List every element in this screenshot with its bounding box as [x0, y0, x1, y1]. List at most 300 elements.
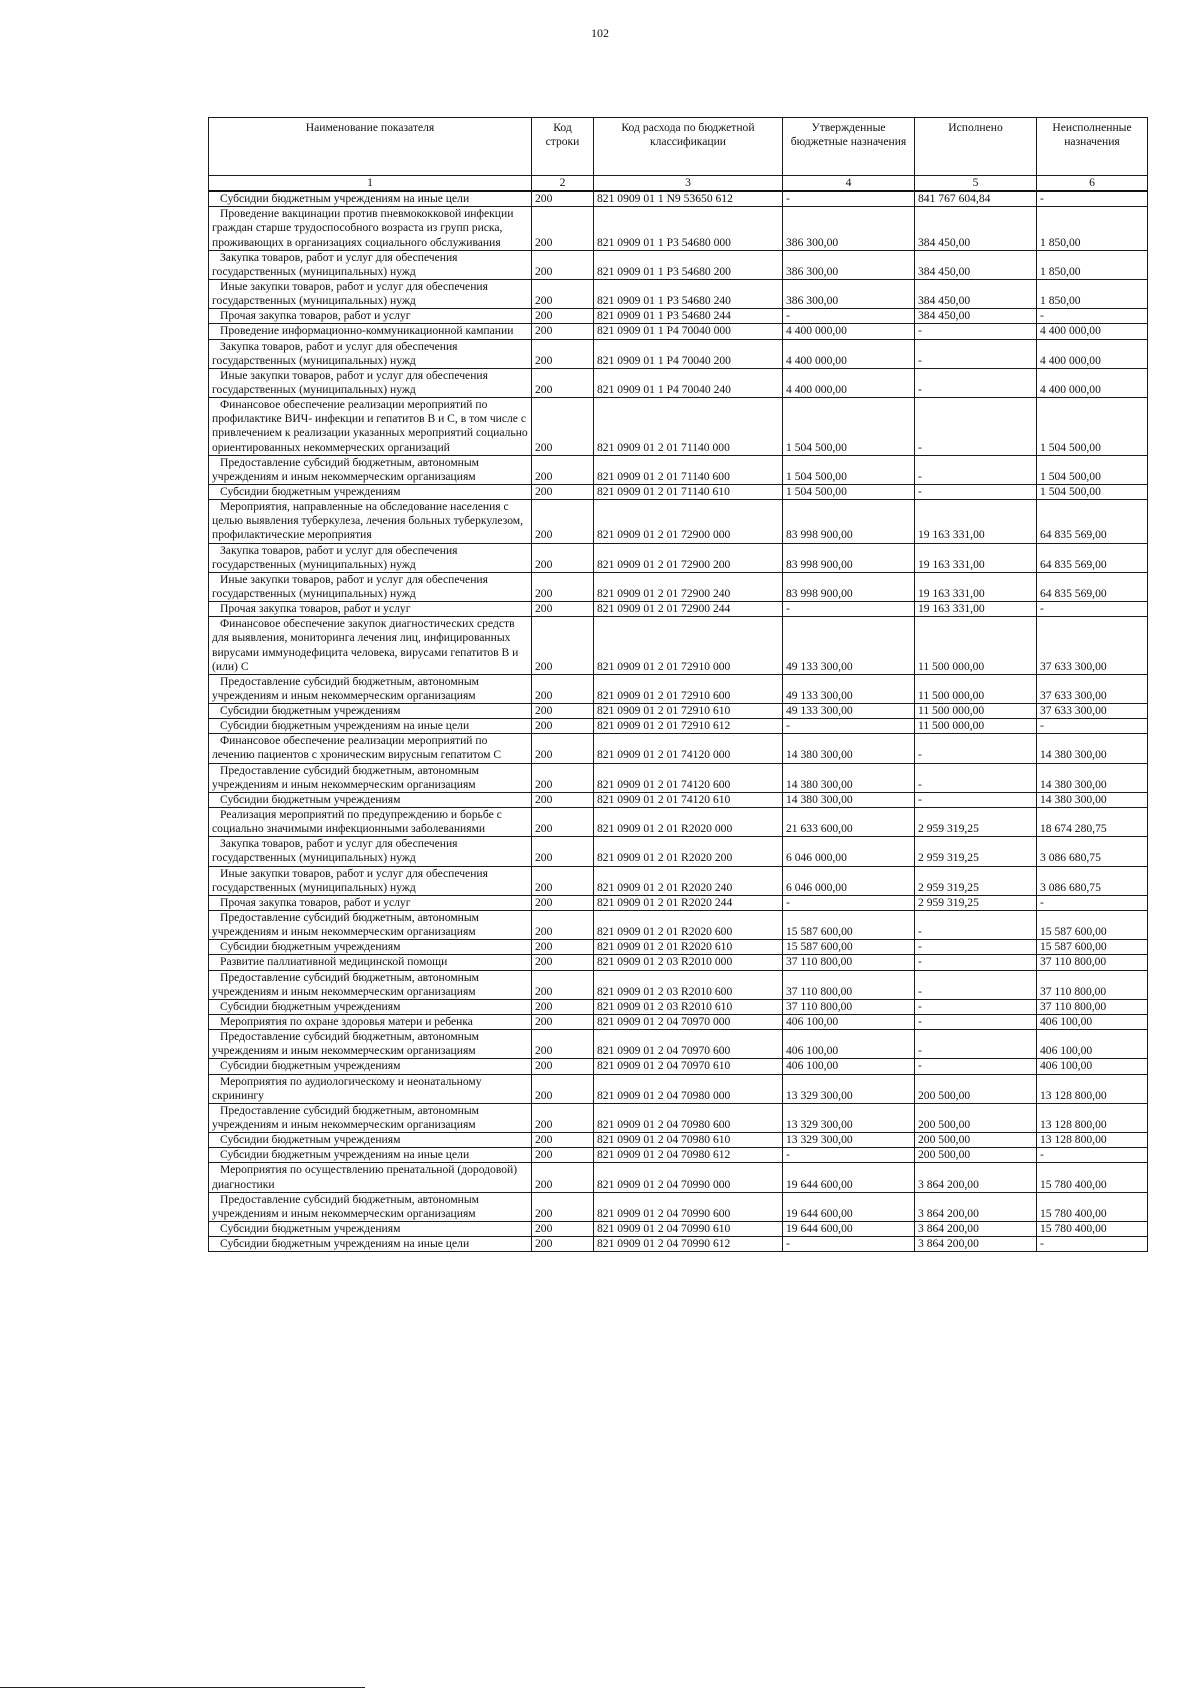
executed-amount: - [915, 1059, 1037, 1074]
unexecuted-amount: 1 504 500,00 [1037, 455, 1148, 484]
line-code: 200 [532, 455, 594, 484]
header-line-code: Код строки [532, 118, 594, 176]
table-row [209, 339, 1148, 368]
approved-amount: 386 300,00 [783, 207, 915, 250]
table-row [209, 602, 1148, 617]
line-code: 200 [532, 1074, 594, 1103]
line-code: 200 [532, 543, 594, 572]
table-row [209, 792, 1148, 807]
line-code: 200 [532, 250, 594, 279]
executed-amount: 3 864 200,00 [915, 1163, 1037, 1192]
table-row [209, 1192, 1148, 1221]
executed-amount: - [915, 398, 1037, 456]
unexecuted-amount: 37 633 300,00 [1037, 674, 1148, 703]
approved-amount: 83 998 900,00 [783, 572, 915, 601]
line-code: 200 [532, 191, 594, 207]
indicator-name: Закупка товаров, работ и услуг для обеспечения государственных (муниципальных) нужд [209, 837, 532, 866]
approved-amount: 19 644 600,00 [783, 1163, 915, 1192]
executed-amount: 200 500,00 [915, 1074, 1037, 1103]
table-row [209, 617, 1148, 675]
line-code: 200 [532, 1237, 594, 1252]
executed-amount: - [915, 734, 1037, 763]
table-row [209, 279, 1148, 308]
executed-amount: 384 450,00 [915, 250, 1037, 279]
indicator-name: Предоставление субсидий бюджетным, автономным учреждениям и иным некоммерческим организациям [209, 674, 532, 703]
unexecuted-amount: 13 128 800,00 [1037, 1133, 1148, 1148]
unexecuted-amount: 15 587 600,00 [1037, 911, 1148, 940]
indicator-name: Предоставление субсидий бюджетным, автономным учреждениям и иным некоммерческим организациям [209, 970, 532, 999]
line-code: 200 [532, 911, 594, 940]
line-code: 200 [532, 837, 594, 866]
budget-code: 821 0909 01 2 01 72900 000 [594, 500, 783, 543]
column-number: 5 [915, 176, 1037, 192]
table-row [209, 911, 1148, 940]
table-row [209, 455, 1148, 484]
approved-amount: 4 400 000,00 [783, 324, 915, 339]
budget-code: 821 0909 01 2 04 70980 610 [594, 1133, 783, 1148]
indicator-name: Субсидии бюджетным учреждениям [209, 940, 532, 955]
executed-amount: - [915, 1015, 1037, 1030]
table-row [209, 674, 1148, 703]
approved-amount: 37 110 800,00 [783, 999, 915, 1014]
executed-amount: - [915, 955, 1037, 970]
budget-code: 821 0909 01 1 P4 70040 240 [594, 368, 783, 397]
approved-amount: 386 300,00 [783, 279, 915, 308]
column-number: 4 [783, 176, 915, 192]
unexecuted-amount: 37 110 800,00 [1037, 970, 1148, 999]
approved-amount: 1 504 500,00 [783, 398, 915, 456]
unexecuted-amount: 406 100,00 [1037, 1015, 1148, 1030]
indicator-name: Мероприятия по аудиологическому и неонатальному скринингу [209, 1074, 532, 1103]
table-row [209, 1148, 1148, 1163]
unexecuted-amount: 37 633 300,00 [1037, 704, 1148, 719]
table-row [209, 191, 1148, 207]
indicator-name: Развитие паллиативной медицинской помощи [209, 955, 532, 970]
approved-amount: 1 504 500,00 [783, 455, 915, 484]
table-row [209, 837, 1148, 866]
indicator-name: Предоставление субсидий бюджетным, автономным учреждениям и иным некоммерческим организациям [209, 1192, 532, 1221]
executed-amount: 19 163 331,00 [915, 500, 1037, 543]
unexecuted-amount: 1 504 500,00 [1037, 398, 1148, 456]
indicator-name: Мероприятия по охране здоровья матери и ребенка [209, 1015, 532, 1030]
approved-amount: - [783, 1237, 915, 1252]
line-code: 200 [532, 1103, 594, 1132]
indicator-name: Реализация мероприятий по предупреждению и борьбе с социально значимыми инфекционными заболеваниями [209, 808, 532, 837]
executed-amount: - [915, 339, 1037, 368]
table-row [209, 324, 1148, 339]
table-row [209, 1221, 1148, 1236]
indicator-name: Проведение вакцинации против пневмококковой инфекции граждан старше трудоспособного возраста из групп риска, проживающих в организациях социального обслуживания [209, 207, 532, 250]
unexecuted-amount: 15 780 400,00 [1037, 1192, 1148, 1221]
unexecuted-amount: 14 380 300,00 [1037, 792, 1148, 807]
indicator-name: Прочая закупка товаров, работ и услуг [209, 895, 532, 910]
page-number: 102 [591, 26, 609, 40]
unexecuted-amount: 406 100,00 [1037, 1030, 1148, 1059]
approved-amount: 37 110 800,00 [783, 955, 915, 970]
indicator-name: Закупка товаров, работ и услуг для обеспечения государственных (муниципальных) нужд [209, 543, 532, 572]
executed-amount: 11 500 000,00 [915, 617, 1037, 675]
unexecuted-amount: 4 400 000,00 [1037, 339, 1148, 368]
unexecuted-amount: 1 850,00 [1037, 279, 1148, 308]
executed-amount: 384 450,00 [915, 279, 1037, 308]
unexecuted-amount: 64 835 569,00 [1037, 543, 1148, 572]
budget-code: 821 0909 01 2 01 72900 200 [594, 543, 783, 572]
budget-code: 821 0909 01 2 04 70980 600 [594, 1103, 783, 1132]
line-code: 200 [532, 1221, 594, 1236]
indicator-name: Субсидии бюджетным учреждениям [209, 999, 532, 1014]
line-code: 200 [532, 808, 594, 837]
unexecuted-amount: 64 835 569,00 [1037, 572, 1148, 601]
indicator-name: Иные закупки товаров, работ и услуг для обеспечения государственных (муниципальных) нужд [209, 368, 532, 397]
line-code: 200 [532, 500, 594, 543]
executed-amount: 11 500 000,00 [915, 719, 1037, 734]
unexecuted-amount: 14 380 300,00 [1037, 763, 1148, 792]
unexecuted-amount: - [1037, 895, 1148, 910]
approved-amount: - [783, 719, 915, 734]
unexecuted-amount: 4 400 000,00 [1037, 324, 1148, 339]
column-number-row [209, 176, 1148, 192]
budget-code: 821 0909 01 2 04 70970 000 [594, 1015, 783, 1030]
executed-amount: 19 163 331,00 [915, 543, 1037, 572]
indicator-name: Предоставление субсидий бюджетным, автономным учреждениям и иным некоммерческим организациям [209, 1103, 532, 1132]
line-code: 200 [532, 1163, 594, 1192]
executed-amount: 11 500 000,00 [915, 704, 1037, 719]
approved-amount: 406 100,00 [783, 1030, 915, 1059]
unexecuted-amount: 1 850,00 [1037, 250, 1148, 279]
budget-code: 821 0909 01 2 01 R2020 000 [594, 808, 783, 837]
indicator-name: Предоставление субсидий бюджетным, автономным учреждениям и иным некоммерческим организациям [209, 763, 532, 792]
executed-amount: - [915, 970, 1037, 999]
line-code: 200 [532, 955, 594, 970]
indicator-name: Субсидии бюджетным учреждениям [209, 1133, 532, 1148]
line-code: 200 [532, 339, 594, 368]
table-row [209, 543, 1148, 572]
indicator-name: Проведение информационно-коммуникационной кампании [209, 324, 532, 339]
executed-amount: - [915, 999, 1037, 1014]
indicator-name: Субсидии бюджетным учреждениям на иные цели [209, 719, 532, 734]
indicator-name: Субсидии бюджетным учреждениям [209, 704, 532, 719]
executed-amount: 11 500 000,00 [915, 674, 1037, 703]
executed-amount: 3 864 200,00 [915, 1237, 1037, 1252]
executed-amount: 19 163 331,00 [915, 602, 1037, 617]
line-code: 200 [532, 970, 594, 999]
line-code: 200 [532, 617, 594, 675]
table-row [209, 1133, 1148, 1148]
table-row [209, 500, 1148, 543]
budget-code: 821 0909 01 2 01 71140 000 [594, 398, 783, 456]
executed-amount: 3 864 200,00 [915, 1192, 1037, 1221]
line-code: 200 [532, 602, 594, 617]
line-code: 200 [532, 309, 594, 324]
line-code: 200 [532, 398, 594, 456]
unexecuted-amount: 13 128 800,00 [1037, 1103, 1148, 1132]
unexecuted-amount: 37 633 300,00 [1037, 617, 1148, 675]
budget-code: 821 0909 01 1 P3 54680 200 [594, 250, 783, 279]
executed-amount: 384 450,00 [915, 309, 1037, 324]
approved-amount: 21 633 600,00 [783, 808, 915, 837]
approved-amount: 4 400 000,00 [783, 368, 915, 397]
unexecuted-amount: 15 587 600,00 [1037, 940, 1148, 955]
line-code: 200 [532, 1015, 594, 1030]
budget-code: 821 0909 01 2 01 R2020 240 [594, 866, 783, 895]
budget-code: 821 0909 01 2 01 74120 600 [594, 763, 783, 792]
table-row [209, 895, 1148, 910]
approved-amount: 14 380 300,00 [783, 792, 915, 807]
line-code: 200 [532, 207, 594, 250]
indicator-name: Субсидии бюджетным учреждениям на иные цели [209, 1148, 532, 1163]
executed-amount: 2 959 319,25 [915, 866, 1037, 895]
unexecuted-amount: - [1037, 719, 1148, 734]
line-code: 200 [532, 719, 594, 734]
budget-code: 821 0909 01 2 01 71140 600 [594, 455, 783, 484]
table-row [209, 866, 1148, 895]
executed-amount: 200 500,00 [915, 1103, 1037, 1132]
table-row [209, 1103, 1148, 1132]
executed-amount: 2 959 319,25 [915, 808, 1037, 837]
approved-amount: 6 046 000,00 [783, 837, 915, 866]
line-code: 200 [532, 1133, 594, 1148]
line-code: 200 [532, 279, 594, 308]
executed-amount: - [915, 792, 1037, 807]
approved-amount: 1 504 500,00 [783, 484, 915, 499]
unexecuted-amount: 18 674 280,75 [1037, 808, 1148, 837]
executed-amount: - [915, 484, 1037, 499]
budget-code: 821 0909 01 2 01 R2020 600 [594, 911, 783, 940]
indicator-name: Мероприятия по осуществлению пренатальной (дородовой) диагностики [209, 1163, 532, 1192]
executed-amount: - [915, 763, 1037, 792]
budget-code: 821 0909 01 2 01 R2020 610 [594, 940, 783, 955]
approved-amount: - [783, 309, 915, 324]
budget-code: 821 0909 01 2 01 72900 240 [594, 572, 783, 601]
approved-amount: 14 380 300,00 [783, 763, 915, 792]
unexecuted-amount: 3 086 680,75 [1037, 866, 1148, 895]
unexecuted-amount: - [1037, 309, 1148, 324]
table-row [209, 1059, 1148, 1074]
executed-amount: - [915, 455, 1037, 484]
budget-code: 821 0909 01 1 P3 54680 240 [594, 279, 783, 308]
column-number: 6 [1037, 176, 1148, 192]
footer-divider [0, 1687, 365, 1688]
line-code: 200 [532, 484, 594, 499]
indicator-name: Предоставление субсидий бюджетным, автономным учреждениям и иным некоммерческим организациям [209, 1030, 532, 1059]
indicator-name: Субсидии бюджетным учреждениям [209, 1059, 532, 1074]
indicator-name: Иные закупки товаров, работ и услуг для обеспечения государственных (муниципальных) нужд [209, 866, 532, 895]
line-code: 200 [532, 368, 594, 397]
table-row [209, 734, 1148, 763]
approved-amount: - [783, 602, 915, 617]
budget-code: 821 0909 01 2 04 70990 600 [594, 1192, 783, 1221]
approved-amount: - [783, 191, 915, 207]
budget-code: 821 0909 01 1 N9 53650 612 [594, 191, 783, 207]
budget-code: 821 0909 01 2 01 72900 244 [594, 602, 783, 617]
approved-amount: 19 644 600,00 [783, 1192, 915, 1221]
approved-amount: 15 587 600,00 [783, 940, 915, 955]
line-code: 200 [532, 734, 594, 763]
approved-amount: 406 100,00 [783, 1015, 915, 1030]
budget-code: 821 0909 01 1 P4 70040 200 [594, 339, 783, 368]
table-body [209, 191, 1148, 1252]
table-row [209, 763, 1148, 792]
executed-amount: 2 959 319,25 [915, 837, 1037, 866]
column-number: 3 [594, 176, 783, 192]
budget-code: 821 0909 01 2 01 74120 610 [594, 792, 783, 807]
approved-amount: 13 329 300,00 [783, 1103, 915, 1132]
unexecuted-amount: 15 780 400,00 [1037, 1163, 1148, 1192]
line-code: 200 [532, 792, 594, 807]
approved-amount: - [783, 1148, 915, 1163]
approved-amount: 49 133 300,00 [783, 704, 915, 719]
table-row [209, 1015, 1148, 1030]
approved-amount: 49 133 300,00 [783, 617, 915, 675]
budget-code: 821 0909 01 2 04 70990 612 [594, 1237, 783, 1252]
budget-code: 821 0909 01 2 04 70990 610 [594, 1221, 783, 1236]
table-row [209, 1030, 1148, 1059]
indicator-name: Закупка товаров, работ и услуг для обеспечения государственных (муниципальных) нужд [209, 339, 532, 368]
unexecuted-amount: 3 086 680,75 [1037, 837, 1148, 866]
table-row [209, 704, 1148, 719]
budget-code: 821 0909 01 2 03 R2010 600 [594, 970, 783, 999]
indicator-name: Иные закупки товаров, работ и услуг для обеспечения государственных (муниципальных) нужд [209, 279, 532, 308]
line-code: 200 [532, 895, 594, 910]
approved-amount: 14 380 300,00 [783, 734, 915, 763]
approved-amount: 13 329 300,00 [783, 1074, 915, 1103]
budget-execution-table [208, 117, 1148, 1252]
budget-code: 821 0909 01 2 01 72910 612 [594, 719, 783, 734]
budget-code: 821 0909 01 1 P3 54680 244 [594, 309, 783, 324]
indicator-name: Закупка товаров, работ и услуг для обеспечения государственных (муниципальных) нужд [209, 250, 532, 279]
line-code: 200 [532, 572, 594, 601]
line-code: 200 [532, 999, 594, 1014]
unexecuted-amount: - [1037, 191, 1148, 207]
approved-amount: 13 329 300,00 [783, 1133, 915, 1148]
budget-code: 821 0909 01 2 03 R2010 000 [594, 955, 783, 970]
unexecuted-amount: 14 380 300,00 [1037, 734, 1148, 763]
unexecuted-amount: 4 400 000,00 [1037, 368, 1148, 397]
line-code: 200 [532, 324, 594, 339]
table-row [209, 250, 1148, 279]
unexecuted-amount: 1 504 500,00 [1037, 484, 1148, 499]
executed-amount: 2 959 319,25 [915, 895, 1037, 910]
indicator-name: Предоставление субсидий бюджетным, автономным учреждениям и иным некоммерческим организациям [209, 455, 532, 484]
budget-code: 821 0909 01 2 01 72910 610 [594, 704, 783, 719]
table-row [209, 484, 1148, 499]
indicator-name: Предоставление субсидий бюджетным, автономным учреждениям и иным некоммерческим организациям [209, 911, 532, 940]
table-row [209, 207, 1148, 250]
table-row [209, 999, 1148, 1014]
table-row [209, 955, 1148, 970]
budget-code: 821 0909 01 2 04 70970 600 [594, 1030, 783, 1059]
indicator-name: Прочая закупка товаров, работ и услуг [209, 602, 532, 617]
header-row [209, 118, 1148, 176]
indicator-name: Финансовое обеспечение реализации мероприятий по лечению пациентов с хроническим вирусным гепатитом С [209, 734, 532, 763]
line-code: 200 [532, 704, 594, 719]
approved-amount: 83 998 900,00 [783, 500, 915, 543]
executed-amount: - [915, 940, 1037, 955]
unexecuted-amount: 13 128 800,00 [1037, 1074, 1148, 1103]
budget-code: 821 0909 01 2 01 74120 000 [594, 734, 783, 763]
header-approved: Утвержденные бюджетные назначения [783, 118, 915, 176]
indicator-name: Субсидии бюджетным учреждениям на иные цели [209, 1237, 532, 1252]
unexecuted-amount: 37 110 800,00 [1037, 999, 1148, 1014]
table-row [209, 940, 1148, 955]
table-row [209, 808, 1148, 837]
approved-amount: 6 046 000,00 [783, 866, 915, 895]
unexecuted-amount: - [1037, 602, 1148, 617]
approved-amount: 49 133 300,00 [783, 674, 915, 703]
executed-amount: 841 767 604,84 [915, 191, 1037, 207]
indicator-name: Иные закупки товаров, работ и услуг для обеспечения государственных (муниципальных) нужд [209, 572, 532, 601]
column-number: 1 [209, 176, 532, 192]
executed-amount: 384 450,00 [915, 207, 1037, 250]
executed-amount: 200 500,00 [915, 1148, 1037, 1163]
indicator-name: Финансовое обеспечение закупок диагностических средств для выявления, мониторинга лечения лиц, инфицированных вирусами иммунодефицита человека, вирусами гепатитов В и (или) С [209, 617, 532, 675]
budget-code: 821 0909 01 2 01 71140 610 [594, 484, 783, 499]
budget-code: 821 0909 01 2 04 70990 000 [594, 1163, 783, 1192]
table-row [209, 572, 1148, 601]
line-code: 200 [532, 1148, 594, 1163]
line-code: 200 [532, 674, 594, 703]
line-code: 200 [532, 1192, 594, 1221]
table-row [209, 309, 1148, 324]
indicator-name: Субсидии бюджетным учреждениям [209, 484, 532, 499]
budget-code: 821 0909 01 2 03 R2010 610 [594, 999, 783, 1014]
header-indicator-name: Наименование показателя [209, 118, 532, 176]
indicator-name: Субсидии бюджетным учреждениям [209, 1221, 532, 1236]
approved-amount: 37 110 800,00 [783, 970, 915, 999]
executed-amount: - [915, 911, 1037, 940]
line-code: 200 [532, 1030, 594, 1059]
budget-code: 821 0909 01 1 P3 54680 000 [594, 207, 783, 250]
budget-code: 821 0909 01 1 P4 70040 000 [594, 324, 783, 339]
table-row [209, 1237, 1148, 1252]
executed-amount: - [915, 1030, 1037, 1059]
budget-code: 821 0909 01 2 04 70970 610 [594, 1059, 783, 1074]
table-row [209, 970, 1148, 999]
budget-code: 821 0909 01 2 01 72910 000 [594, 617, 783, 675]
unexecuted-amount: - [1037, 1237, 1148, 1252]
unexecuted-amount: 64 835 569,00 [1037, 500, 1148, 543]
header-unexecuted: Неисполненные назначения [1037, 118, 1148, 176]
table-row [209, 398, 1148, 456]
unexecuted-amount: 15 780 400,00 [1037, 1221, 1148, 1236]
budget-code: 821 0909 01 2 04 70980 000 [594, 1074, 783, 1103]
column-number: 2 [532, 176, 594, 192]
executed-amount: - [915, 368, 1037, 397]
table-row [209, 368, 1148, 397]
unexecuted-amount: 406 100,00 [1037, 1059, 1148, 1074]
indicator-name: Финансовое обеспечение реализации мероприятий по профилактике ВИЧ- инфекции и гепатитов В и С, в том числе с привлечением к реализации указанных мероприятий социально ориентированных некоммерческих организаций [209, 398, 532, 456]
unexecuted-amount: 37 110 800,00 [1037, 955, 1148, 970]
indicator-name: Мероприятия, направленные на обследование населения с целью выявления туберкулеза, лечения больных туберкулезом, профилактические мероприятия [209, 500, 532, 543]
executed-amount: - [915, 324, 1037, 339]
executed-amount: 19 163 331,00 [915, 572, 1037, 601]
table-row [209, 1163, 1148, 1192]
table-row [209, 719, 1148, 734]
indicator-name: Субсидии бюджетным учреждениям на иные цели [209, 191, 532, 207]
budget-code: 821 0909 01 2 01 72910 600 [594, 674, 783, 703]
table-row [209, 1074, 1148, 1103]
line-code: 200 [532, 866, 594, 895]
approved-amount: - [783, 895, 915, 910]
approved-amount: 4 400 000,00 [783, 339, 915, 368]
approved-amount: 15 587 600,00 [783, 911, 915, 940]
approved-amount: 386 300,00 [783, 250, 915, 279]
indicator-name: Субсидии бюджетным учреждениям [209, 792, 532, 807]
line-code: 200 [532, 940, 594, 955]
executed-amount: 3 864 200,00 [915, 1221, 1037, 1236]
approved-amount: 406 100,00 [783, 1059, 915, 1074]
budget-code: 821 0909 01 2 01 R2020 200 [594, 837, 783, 866]
